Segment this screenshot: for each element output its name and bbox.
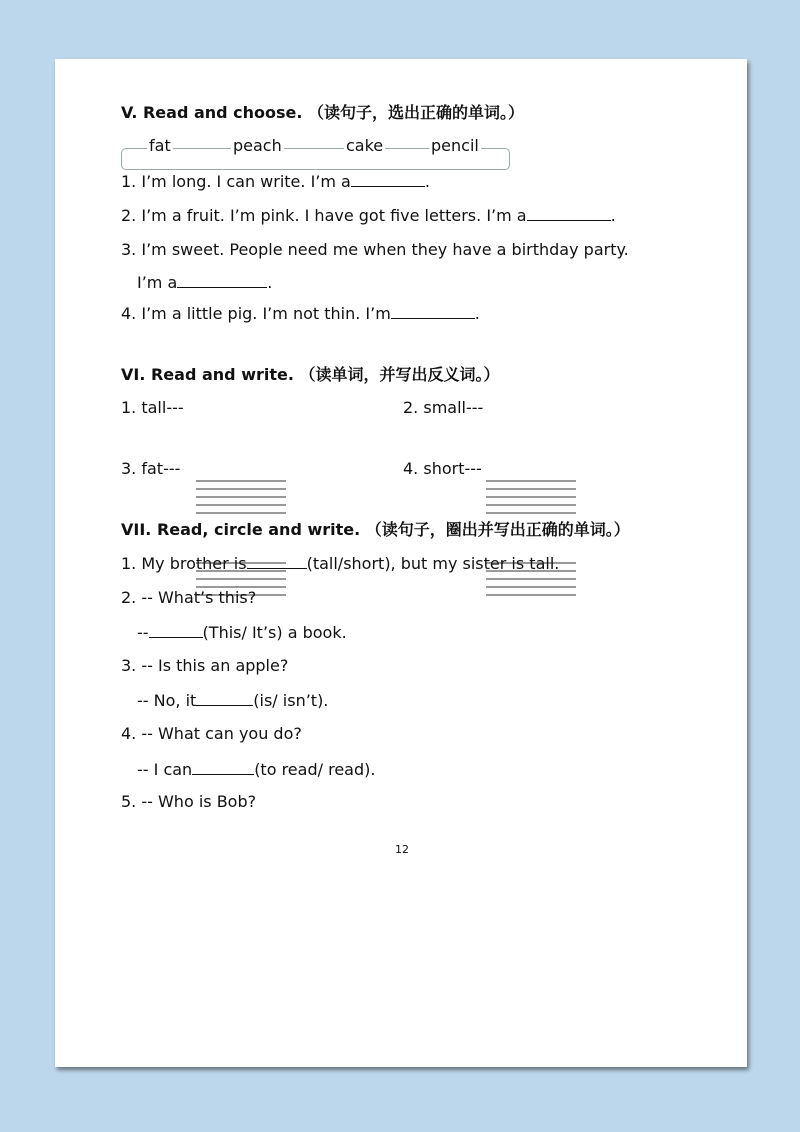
antonym-item-3: 3. fat--- bbox=[121, 459, 181, 478]
section-6-title: VI. Read and write. （读单词，并写出反义词。） bbox=[121, 365, 500, 384]
question-7-1 bbox=[121, 553, 559, 574]
question-end: . bbox=[267, 273, 273, 292]
section-7-title: VII. Read, circle and write. （读句子，圈出并写出正确的单词。） bbox=[121, 520, 630, 539]
answer-prefix: -- bbox=[137, 623, 149, 642]
question-7-5: 5. -- Who is Bob? bbox=[121, 792, 257, 811]
question-text: 2. I’m a fruit. I’m pink. I have got five letters. I’m a bbox=[121, 206, 527, 225]
answer-prefix: -- I can bbox=[137, 760, 193, 779]
word-bank-word-3: cake bbox=[346, 136, 384, 155]
page-number: 12 bbox=[395, 843, 409, 856]
question-7-4: 4. -- What can you do? bbox=[121, 724, 302, 743]
question-text: 4. I’m a little pig. I’m not thin. I’m bbox=[121, 304, 391, 323]
question-5-1 bbox=[121, 171, 430, 192]
answer-blank[interactable] bbox=[247, 553, 307, 569]
question-text: 1. I’m long. I can write. I’m a bbox=[121, 172, 351, 191]
answer-prefix: -- No, it bbox=[137, 691, 197, 710]
antonym-item-2: 2. small--- bbox=[403, 398, 484, 417]
question-7-2: 2. -- What’s this? bbox=[121, 588, 257, 607]
answer-7-3 bbox=[137, 690, 328, 711]
question-options: (tall/short), but my sister is tall. bbox=[306, 554, 560, 573]
question-end: . bbox=[610, 206, 616, 225]
writing-lines-1[interactable] bbox=[196, 480, 286, 520]
question-end: . bbox=[474, 304, 480, 323]
question-7-3: 3. -- Is this an apple? bbox=[121, 656, 289, 675]
section-5-title: V. Read and choose. （读句子，选出正确的单词。） bbox=[121, 103, 525, 122]
question-5-3: 3. I’m sweet. People need me when they have a birthday party. bbox=[121, 240, 629, 259]
answer-blank[interactable] bbox=[196, 690, 253, 706]
answer-blank[interactable] bbox=[527, 205, 611, 221]
question-options: (is/ isn’t). bbox=[253, 691, 329, 710]
question-5-3-continued bbox=[137, 272, 272, 293]
question-options: (This/ It’s) a book. bbox=[202, 623, 347, 642]
answer-7-2 bbox=[137, 622, 347, 643]
question-text: 1. My brother is bbox=[121, 554, 247, 573]
word-bank-word-2: peach bbox=[233, 136, 282, 155]
answer-7-4 bbox=[137, 759, 375, 780]
worksheet-page bbox=[55, 59, 747, 1067]
antonym-item-4: 4. short--- bbox=[403, 459, 482, 478]
question-text: I’m a bbox=[137, 273, 178, 292]
answer-blank[interactable] bbox=[192, 759, 254, 775]
writing-lines-2[interactable] bbox=[486, 480, 576, 520]
word-bank-word-1: fat bbox=[149, 136, 171, 155]
question-5-2 bbox=[121, 205, 616, 226]
antonym-item-1: 1. tall--- bbox=[121, 398, 184, 417]
question-5-4 bbox=[121, 303, 480, 324]
word-bank-word-4: pencil bbox=[431, 136, 479, 155]
question-options: (to read/ read). bbox=[254, 760, 376, 779]
answer-blank[interactable] bbox=[351, 171, 425, 187]
answer-blank[interactable] bbox=[391, 303, 475, 319]
question-end: . bbox=[424, 172, 430, 191]
answer-blank[interactable] bbox=[177, 272, 267, 288]
answer-blank[interactable] bbox=[149, 622, 203, 638]
